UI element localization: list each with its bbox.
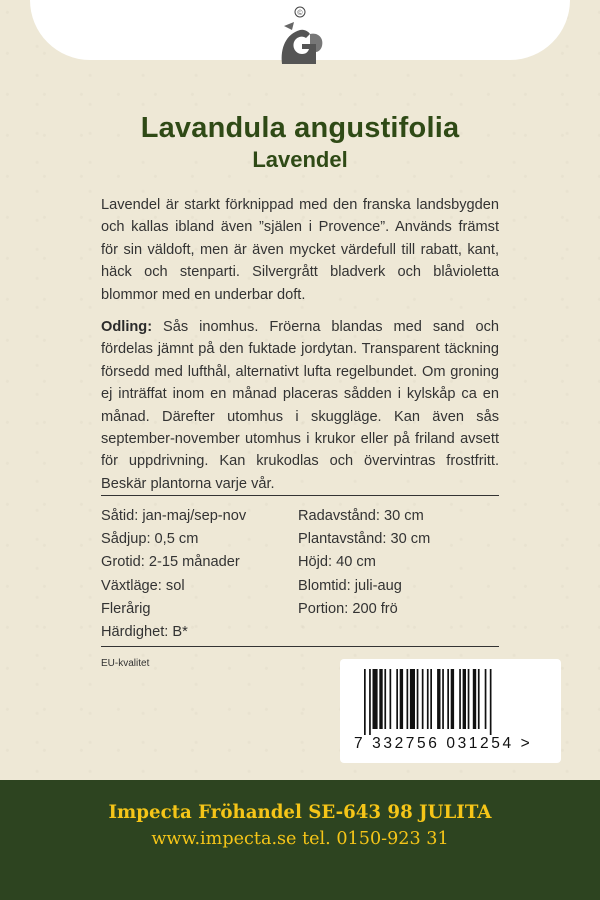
fact-flowering-time: Blomtid: juli-aug [298, 577, 402, 594]
barcode-bar [422, 669, 424, 729]
copyright-symbol: © [297, 10, 303, 17]
barcode [340, 659, 561, 763]
fact-sowing-depth: Sådjup: 0,5 cm [101, 531, 199, 548]
barcode-bar [463, 669, 466, 729]
barcode-bar [478, 669, 480, 729]
barcode-bar [396, 669, 398, 729]
barcode-bar [417, 669, 419, 729]
barcode-bar [430, 669, 432, 729]
barcode-bar [384, 669, 386, 729]
fact-germination-time: Grotid: 2-15 månader [101, 554, 240, 571]
fact-perennial: Flerårig [101, 600, 151, 617]
barcode-bar [485, 669, 487, 729]
barcode-bar [451, 669, 454, 729]
common-name-subtitle: Lavendel [252, 147, 348, 172]
latin-name-title: Lavandula angustifolia [140, 112, 460, 144]
facts-right-column [298, 505, 498, 621]
divider-bottom [101, 646, 499, 647]
barcode-bar [468, 669, 470, 729]
barcode-bar [442, 669, 444, 729]
footer-company: Impecta Fröhandel SE-643 98 JULITA [108, 802, 492, 823]
barcode-bar [459, 669, 461, 729]
fact-position: Växtläge: sol [101, 577, 185, 594]
cultivation-label: Odling: [101, 319, 153, 335]
fact-height: Höjd: 40 cm [298, 554, 376, 571]
footer-contact: www.impecta.se tel. 0150-923 31 [151, 829, 449, 849]
barcode-bar [373, 669, 378, 729]
barcode-bar [390, 669, 392, 729]
fact-portion: Portion: 200 frö [298, 600, 398, 617]
barcode-bar [447, 669, 449, 729]
barcode-bars [364, 669, 544, 735]
fact-sowing-time: Såtid: jan-maj/sep-nov [101, 508, 247, 524]
barcode-bar [364, 669, 366, 735]
facts-left-column [101, 505, 296, 644]
barcode-bar [379, 669, 382, 729]
barcode-bar [490, 669, 492, 735]
barcode-bar [407, 669, 409, 729]
barcode-bar [473, 669, 476, 729]
fact-row-spacing: Radavstånd: 30 cm [298, 508, 424, 524]
barcode-bar [369, 669, 371, 735]
cultivation-paragraph [101, 316, 499, 495]
footer-band [0, 780, 600, 900]
divider-top [101, 495, 499, 496]
impecta-gnome-logo-icon [270, 4, 330, 68]
eu-quality-label: EU-kvalitet [101, 658, 150, 669]
barcode-bar [400, 669, 403, 729]
cultivation-text: Sås inomhus. Fröerna blandas med sand och fördelas jämnt på den fuktade jordytan. Transparent täckning försedd med lufthål, alternativt lufta regelbundet. Om groning ej inträffat inom en månad placeras sådden i kylskåp ca en månad. Därefter utomhus i skuggläge. Kan även sås september-november utomhus i krukor eller på friland avsett för uppdrivning. Kan krukodlas och övervintras frostfritt. Beskär plantorna varje vår. [101, 319, 499, 492]
logo-graphic [270, 4, 330, 68]
fact-plant-spacing: Plantavstånd: 30 cm [298, 531, 431, 548]
title-block [0, 112, 600, 173]
barcode-bar [410, 669, 415, 729]
barcode-bar [437, 669, 440, 729]
barcode-digits: 7 332756 031254 > [354, 735, 533, 752]
barcode-bar [427, 669, 429, 729]
intro-paragraph: Lavendel är starkt förknippad med den franska landsbygden och kallas ibland även ”själen i Provence”. Används främst för sin väldoft, men är även mycket värdefull till rabatt, kant, häck och stenparti. Silvergrått bladverk och blåvioletta blommor med en underbar doft. [101, 197, 499, 303]
fact-hardiness: Härdighet: B* [101, 624, 188, 641]
